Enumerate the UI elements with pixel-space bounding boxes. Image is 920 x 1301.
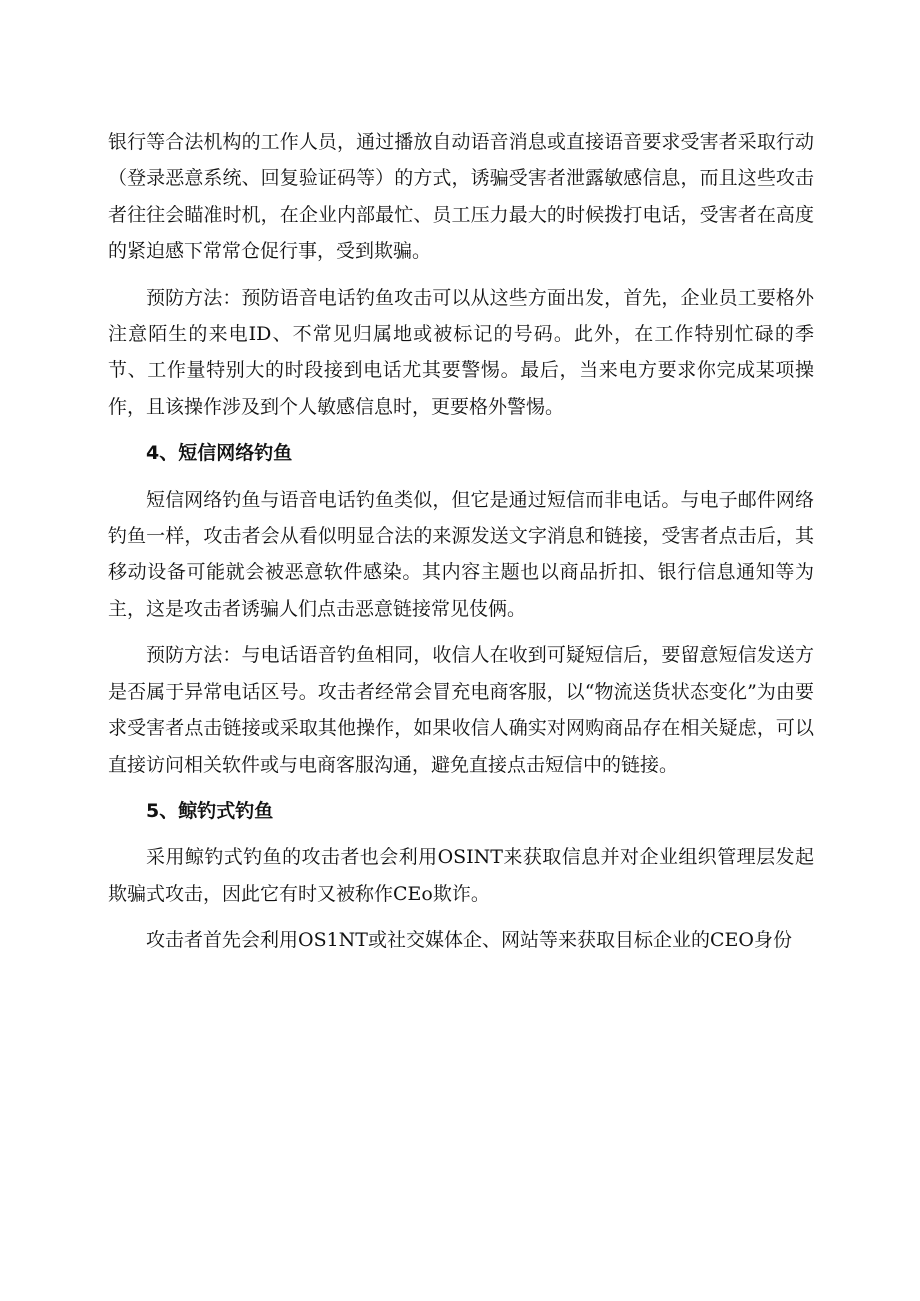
paragraph-whaling-description: 采用鲸钓式钓鱼的攻击者也会利用OSINT来获取信息并对企业组织管理层发起欺骗式攻击，因此它有时又被称作CEo欺诈。 [108, 846, 814, 905]
paragraph-smishing-prevention: 预防方法：与电话语音钓鱼相同，收信人在收到可疑短信后，要留意短信发送方是否属于异常电话区号。攻击者经常会冒充电商客服，以“物流送货状态变化”为由要求受害者点击链接或采取其他操作，如果收信人确实对网购商品存在相关疑虑，可以直接访问相关软件或与电商客服沟通，避免直接点击短信中的链接。 [108, 644, 814, 776]
document-body [108, 124, 814, 959]
section-heading-smishing: 4、短信网络钓鱼 [146, 442, 293, 465]
paragraph-vishing-prevention: 预防方法：预防语音电话钓鱼攻击可以从这些方面出发，首先，企业员工要格外注意陌生的来电ID、不常见归属地或被标记的号码。此外，在工作特别忙碌的季节、工作量特别大的时段接到电话尤其要警惕。最后，当来电方要求你完成某项操作，且该操作涉及到个人敏感信息时，更要格外警惕。 [108, 286, 814, 418]
paragraph-whaling-method: 攻击者首先会利用OS1NT或社交媒体企、网站等来获取目标企业的CEO身份 [146, 929, 792, 952]
section-heading-whaling: 5、鲸钓式钓鱼 [146, 799, 274, 822]
paragraph-vishing-continued: 银行等合法机构的工作人员，通过播放自动语音消息或直接语音要求受害者采取行动（登录恶意系统、回复验证码等）的方式，诱骗受害者泄露敏感信息，而且这些攻击者往往会瞄准时机，在企业内部最忙、员工压力最大的时候拨打电话，受害者在高度的紧迫感下常常仓促行事，受到欺骗。 [108, 131, 814, 263]
paragraph-smishing-description: 短信网络钓鱼与语音电话钓鱼类似，但它是通过短信而非电话。与电子邮件网络钓鱼一样，攻击者会从看似明显合法的来源发送文字消息和链接，受害者点击后，其移动设备可能就会被恶意软件感染。其内容主题也以商品折扣、银行信息通知等为主，这是攻击者诱骗人们点击恶意链接常见伎俩。 [108, 488, 814, 620]
